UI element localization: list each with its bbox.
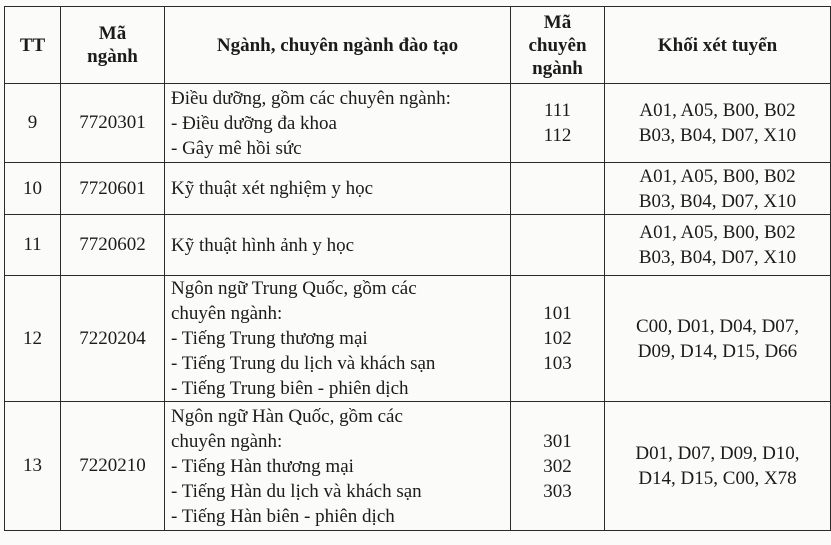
- khoi-line: D09, D14, D15, D66: [637, 340, 798, 362]
- header-tt: TT: [5, 7, 61, 84]
- table-row: [5, 276, 831, 402]
- row-ma-nganh: 7720301: [61, 84, 165, 163]
- code-line: 112: [543, 125, 572, 146]
- header-khoi-xet-tuyen: Khối xét tuyển: [605, 7, 831, 84]
- admission-majors-table: [4, 6, 831, 531]
- code-line: 102: [543, 328, 572, 349]
- nganh-line: Điều dưỡng, gồm các chuyên ngành:: [171, 87, 451, 109]
- row-ma-nganh: 7220204: [61, 276, 165, 402]
- row-ma-chuyen-nganh: [511, 215, 605, 276]
- row-khoi: [605, 276, 831, 402]
- row-khoi: [605, 402, 831, 531]
- header-nganh: Ngành, chuyên ngành đào tạo: [165, 7, 511, 84]
- row-khoi: [605, 163, 831, 215]
- header-ma-chuyen-nganh-label: Mã chuyên ngành: [528, 11, 587, 79]
- row-nganh: [165, 84, 511, 163]
- header-ma-nganh-label: Mã ngành: [87, 23, 138, 67]
- nganh-line: - Tiếng Hàn thương mại: [171, 455, 354, 477]
- nganh-line: chuyên ngành:: [171, 303, 283, 324]
- nganh-line: - Tiếng Hàn biên - phiên dịch: [171, 505, 395, 527]
- nganh-line: - Điều dưỡng đa khoa: [171, 112, 337, 134]
- row-ma-chuyen-nganh: [511, 402, 605, 531]
- table-row: [5, 84, 831, 163]
- table-row: [5, 402, 831, 531]
- khoi-line: A01, A05, B00, B02: [639, 222, 796, 243]
- code-line: 303: [543, 480, 572, 502]
- row-ma-nganh: 7720602: [61, 215, 165, 276]
- nganh-line: - Tiếng Trung thương mại: [171, 328, 368, 349]
- khoi-line: A01, A05, B00, B02: [639, 165, 796, 187]
- row-nganh: [165, 215, 511, 276]
- code-line: 302: [543, 455, 572, 477]
- code-line: 301: [543, 430, 572, 452]
- nganh-line: - Tiếng Trung du lịch và khách sạn: [171, 353, 436, 374]
- row-tt: 12: [5, 276, 61, 402]
- nganh-line: Kỹ thuật hình ảnh y học: [171, 234, 355, 256]
- nganh-line: - Gây mê hồi sức: [171, 137, 302, 159]
- row-ma-nganh: 7720601: [61, 163, 165, 215]
- row-nganh: [165, 163, 511, 215]
- khoi-line: D01, D07, D09, D10,: [635, 443, 800, 464]
- row-ma-chuyen-nganh: [511, 84, 605, 163]
- khoi-line: A01, A05, B00, B02: [639, 100, 796, 121]
- khoi-line: D14, D15, C00, X78: [638, 468, 797, 489]
- row-tt: 10: [5, 163, 61, 215]
- row-ma-nganh: 7220210: [61, 402, 165, 531]
- code-line: 111: [543, 100, 572, 121]
- row-nganh: [165, 402, 511, 531]
- nganh-line: Ngôn ngữ Hàn Quốc, gồm các: [171, 405, 403, 427]
- row-tt: 13: [5, 402, 61, 531]
- nganh-line: - Tiếng Trung biên - phiên dịch: [171, 378, 409, 399]
- khoi-line: B03, B04, D07, X10: [638, 190, 797, 212]
- nganh-line: chuyên ngành:: [171, 430, 283, 452]
- row-nganh: [165, 276, 511, 402]
- header-row: [5, 7, 831, 84]
- nganh-line: Ngôn ngữ Trung Quốc, gồm các: [171, 278, 417, 299]
- code-line: 101: [543, 303, 572, 324]
- khoi-line: B03, B04, D07, X10: [638, 247, 797, 268]
- header-ma-nganh: [61, 7, 165, 84]
- khoi-line: C00, D01, D04, D07,: [635, 315, 800, 337]
- row-tt: 9: [5, 84, 61, 163]
- row-ma-chuyen-nganh: [511, 276, 605, 402]
- nganh-line: Kỹ thuật xét nghiệm y học: [171, 178, 374, 199]
- row-khoi: [605, 215, 831, 276]
- header-ma-chuyen-nganh: [511, 7, 605, 84]
- khoi-line: B03, B04, D07, X10: [638, 125, 797, 146]
- table-row: [5, 163, 831, 215]
- table-row: [5, 215, 831, 276]
- code-line: 103: [543, 353, 572, 374]
- row-tt: 11: [5, 215, 61, 276]
- row-ma-chuyen-nganh: [511, 163, 605, 215]
- nganh-line: - Tiếng Hàn du lịch và khách sạn: [171, 480, 422, 502]
- row-khoi: [605, 84, 831, 163]
